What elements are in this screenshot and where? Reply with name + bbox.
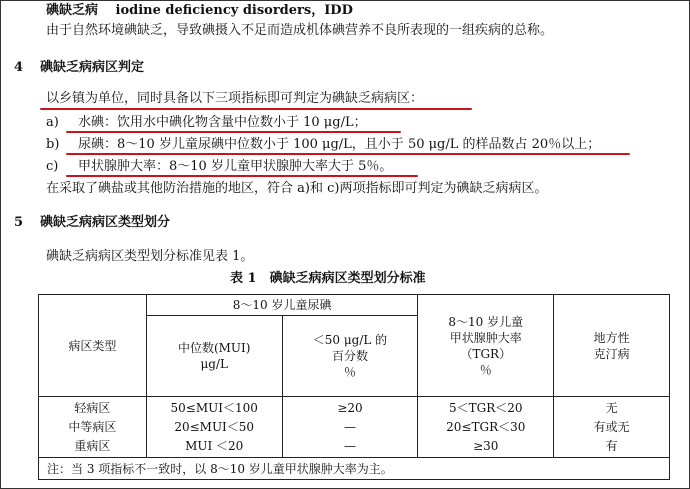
header-tgr-line1: 8～10 岁儿童: [448, 314, 524, 329]
section5-text: 碘缺乏病病区类型划分标准见表 1。: [46, 249, 254, 264]
item-b-label: b): [46, 137, 60, 152]
row-type: 中等病区: [68, 419, 117, 434]
table-caption: 表 1 碘缺乏病病区类型划分标准: [230, 271, 426, 286]
definition-text: 由于自然环境碘缺乏，导致碘摄入不足而造成机体碘营养不良所表现的一组疾病的总称。: [46, 23, 554, 38]
table-note: 注：当 3 项指标不一致时，以 8～10 岁儿童甲状腺肿大率为主。: [39, 458, 670, 480]
header-cretin: [554, 295, 670, 397]
section5-number: 5: [14, 215, 24, 230]
item-a-label: a): [46, 115, 59, 130]
header-percent: [282, 316, 418, 397]
row-pct: ≥20: [337, 400, 363, 415]
row-pct: —: [343, 438, 356, 453]
cell-types: [39, 397, 147, 458]
row-tgr: 5＜TGR＜20: [449, 400, 523, 415]
section4-note: 在采取了碘盐或其他防治措施的地区，符合 a)和 c)两项指标即可判定为碘缺乏病病区。: [46, 181, 548, 196]
highlight-underline-c: [66, 175, 418, 177]
header-median: [146, 316, 282, 397]
header-tgr-line3: （TGR）: [460, 346, 512, 361]
term-en: iodine deficiency disorders，IDD: [115, 3, 353, 18]
header-percent-line3: ％: [343, 365, 356, 379]
row-type: 重病区: [74, 438, 111, 453]
section4-intro: 以乡镇为单位，同时具备以下三项指标即可判定为碘缺乏病病区：: [46, 91, 424, 106]
row-cretin: 有或无: [593, 419, 630, 434]
term-cn: 碘缺乏病: [46, 3, 99, 18]
header-tgr-line4: ％: [479, 362, 492, 377]
row-mui: 50≤MUI＜100: [170, 400, 258, 415]
item-c-label: c): [46, 159, 59, 174]
section4-number: 4: [14, 60, 24, 75]
highlight-underline-b: [66, 153, 630, 155]
highlight-underline-a: [66, 131, 401, 133]
header-median-line2: μg/L: [200, 357, 228, 371]
row-cretin: 有: [605, 438, 618, 453]
row-tgr: 20≤TGR＜30: [446, 419, 526, 434]
row-mui: 20≤MUI＜50: [174, 419, 255, 434]
header-cretin-line2: 克汀病: [593, 346, 630, 361]
item-c-text: 甲状腺肿大率：8～10 岁儿童甲状腺肿大率大于 5％。: [78, 159, 393, 174]
cell-cretin: [554, 397, 670, 458]
row-pct: —: [343, 419, 356, 434]
item-b-text: 尿碘：8～10 岁儿童尿碘中位数小于 100 μg/L，且小于 50 μg/L 的样品数占 20％以上；: [78, 137, 601, 152]
section4-title: 碘缺乏病病区判定: [40, 60, 145, 75]
header-percent-line1: ＜50 μg/L 的: [312, 333, 388, 347]
cell-pct: [282, 397, 418, 458]
header-urine-group: 8～10 岁儿童尿碘: [146, 295, 418, 316]
row-cretin: 无: [605, 400, 618, 415]
header-cretin-line1: 地方性: [593, 330, 630, 345]
row-mui: MUI ＜20: [185, 438, 244, 453]
header-median-line1: 中位数(MUI): [177, 341, 251, 355]
standard-table: [38, 294, 670, 480]
header-type: 病区类型: [39, 295, 147, 397]
header-tgr: [418, 295, 554, 397]
item-a-text: 水碘：饮用水中碘化物含量中位数小于 10 μg/L；: [78, 115, 367, 130]
term-heading: [46, 2, 353, 20]
header-tgr-line2: 甲状腺肿大率: [449, 330, 522, 345]
header-percent-line2: 百分数: [331, 349, 368, 363]
cell-mui: [146, 397, 282, 458]
row-type: 轻病区: [74, 400, 111, 415]
highlight-underline-intro: [40, 108, 472, 110]
cell-tgr: [418, 397, 554, 458]
row-tgr: ≥30: [473, 438, 499, 453]
section5-title: 碘缺乏病病区类型划分: [40, 215, 171, 230]
